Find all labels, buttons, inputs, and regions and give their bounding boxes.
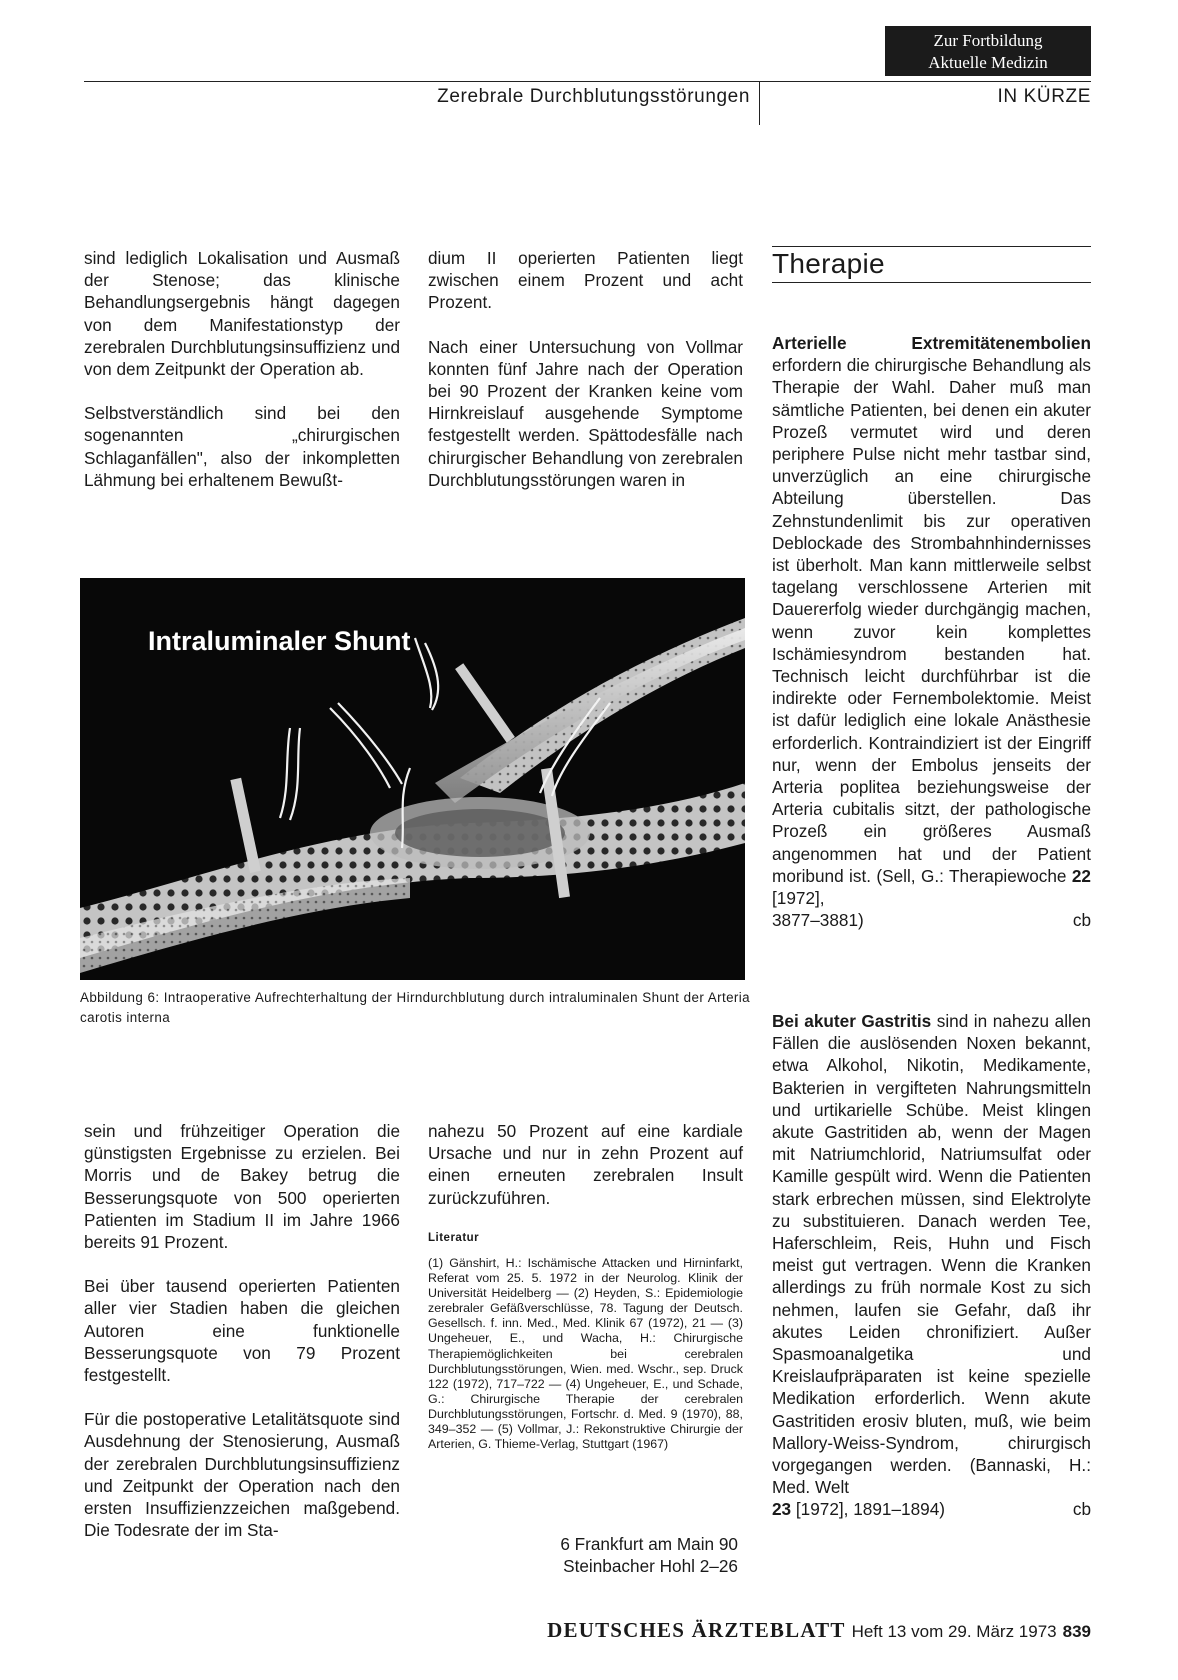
- therapie-item-embolien: [772, 332, 1091, 931]
- column-a-bottom: [84, 1120, 400, 1563]
- paragraph: nahezu 50 Prozent auf eine kardiale Ursache und nur in zehn Prozent auf einen erneuten zerebralen Insult zurückzuführen.: [428, 1121, 743, 1208]
- ref-volume: 23: [772, 1499, 792, 1520]
- address-line-1: 6 Frankfurt am Main 90: [560, 1534, 738, 1554]
- item-lead: Arterielle Extremitätenembolien: [772, 333, 1091, 353]
- column-b-top: [428, 247, 743, 513]
- running-title: Zerebrale Durchblutungsstörungen: [437, 86, 750, 107]
- therapie-rule-top: [772, 246, 1091, 247]
- therapie-item-gastritis: [772, 1010, 1091, 1521]
- therapie-heading: Therapie: [772, 248, 885, 279]
- badge-line-1: Zur Fortbildung: [933, 31, 1043, 50]
- paragraph: Bei über tausend operierten Patienten aller vier Stadien haben die gleichen Autoren eine funktionelle Besserungsquote von 79 Prozent festgestellt.: [84, 1276, 400, 1386]
- therapie-rule-bottom: [772, 282, 1091, 283]
- paragraph: Für die postoperative Letalitätsquote sind Ausdehnung der Stenosierung, Ausmaß der zerebralen Durchblutungsinsuffizienz und Zeitpunkt der Operation nach den ersten Insuffizienzzeichen maßgebend. Die Todesrate der im Sta-: [84, 1409, 400, 1541]
- author-initials: cb: [1072, 1499, 1091, 1520]
- figure-caption: Abbildung 6: Intraoperative Aufrechterhaltung der Hirndurchblutung durch intraluminalen Shunt der Arteria carotis interna: [80, 990, 750, 1025]
- figure-label: Intraluminaler Shunt: [148, 626, 411, 656]
- shunt-illustration: [80, 578, 745, 980]
- paragraph: dium II operierten Patienten liegt zwischen einem Prozent und acht Prozent.: [428, 248, 743, 313]
- author-initials: cb: [1072, 910, 1091, 931]
- ref-rest: [1972], 1891–1894): [791, 1499, 945, 1520]
- header-column-divider: [759, 81, 760, 125]
- section-badge: [885, 26, 1091, 76]
- in-kuerze-heading: IN KÜRZE: [997, 86, 1091, 107]
- item-text: sind in nahezu allen Fällen die auslösenden Noxen bekannt, etwa Alkohol, Nikotin, Medikamente, Bakterien in vergifteten Nahrungsmitteln und urtikarielle Schübe. Meist klingen akute Gastritiden ab, wenn der Magen mit Natriumchlorid, Natriumsulfat oder Kamille gespült wird. Wenn die Patienten stark erbrechen müssen, sind Elektrolyte zu substituieren. Danach werden Tee, Haferschleim, Reis, Huhn und Fisch meist gut vertragen. Wenn die Kranken allerdings zu früh normale Kost zu sich nehmen, laufen sie Gefahr, daß ihr akutes Leiden chronifiziert. Außer Spasmoanalgetika und Kreislaufpräparaten ist keine spezielle Medikation erforderlich. Wenn akute Gastritiden erosiv bluten, muß, wie beim Mallory-Weiss-Syndrom, chirurgisch vorgegangen werden. (Bannaski, H.: Med. Welt: [772, 1011, 1091, 1498]
- literature-references: (1) Gänshirt, H.: Ischämische Attacken und Hirninfarkt, Referat vom 25. 5. 1972 in der Neurolog. Klinik der Universität Heidelberg — (2) Heyden, S.: Epidemiologie zerebraler Gefäßverschlüsse, 78. Tagung der Deutsch. Gesellsch. f. inn. Med., Med. Klinik 67 (1972), 21 — (3) Ungeheuer, E., und Wacha, H.: Chirurgische Therapiemöglichkeiten bei cerebralen Durchblutungsstörungen, Wien. med. Wschr., sep. Druck 122 (1972), 717–722 — (4) Ungeheuer, E., und Schade, G.: Chirurgische Therapie der cerebralen Durchblutungsstörungen, Fortschr. d. Med. 9 (1970), 88, 349–352 — (5) Vollmar, J.: Rekonstruktive Chirurgie der Arterien, G. Thieme-Verlag, Stuttgart (1967): [428, 1256, 743, 1452]
- item-lead: Bei akuter Gastritis: [772, 1011, 932, 1031]
- ref-pages: 3877–3881): [772, 910, 864, 931]
- issue-info: Heft 13 vom 29. März 1973: [851, 1622, 1057, 1641]
- page-footer: [440, 1618, 1091, 1643]
- address-line-2: Steinbacher Hohl 2–26: [563, 1556, 738, 1576]
- column-a-top: [84, 247, 400, 513]
- ref-rest: [1972],: [772, 888, 825, 909]
- badge-line-2: Aktuelle Medizin: [928, 53, 1048, 72]
- column-b-bottom: [428, 1120, 743, 1231]
- paragraph: sind lediglich Lokalisation und Ausmaß der Stenose; das klinische Behandlungsergebnis hängt dagegen von dem Manifestationstyp der zerebralen Durchblutungsinsuffizienz und von dem Zeitpunkt der Operation ab.: [84, 248, 400, 380]
- paragraph: Nach einer Untersuchung von Vollmar konnten fünf Jahre nach der Operation bei 90 Prozent der Kranken keine vom Hirnkreislauf ausgehende Symptome festgestellt werden. Spättodesfälle nach chirurgischer Behandlung von zerebralen Durchblutungsstörungen waren in: [428, 336, 743, 490]
- item-text: erfordern die chirurgische Behandlung als Therapie der Wahl. Daher muß man sämtliche Patienten, bei denen ein akuter Prozeß vermutet wird und deren periphere Pulse nicht mehr tastbar sind, unverzüglich an eine chirurgische Abteilung überstellen. Das Zehnstundenlimit bis zur operativen Deblockade des Strombahnhindernisses ist überholt. Man kann mittlerweile selbst tagelang verschlossene Arterien mit Dauererfolg wieder durchgängig machen, wenn zuvor kein komplettes Ischämiesyndrom bestanden hat. Technisch leicht durchführbar ist die indirekte oder Fernembolektomie. Meist ist dafür lediglich eine lokale Anästhesie erforderlich. Kontraindiziert ist der Eingriff nur, wenn der Embolus jenseits der Arteria poplitea beziehungsweise der Arteria cubitalis sitzt, der pathologische Prozeß ein größeres Ausmaß angenommen hat und der Patient moribund ist. (Sell, G.: Therapiewoche: [772, 355, 1091, 886]
- header-rule: [84, 81, 1091, 82]
- page-number: 839: [1062, 1622, 1091, 1641]
- paragraph: sein und frühzeitiger Operation die günstigsten Ergebnisse zu erzielen. Bei Morris und de Bakey betrug die Besserungsquote von 500 operierten Patienten im Stadium II im Jahre 1966 bereits 91 Prozent.: [84, 1121, 400, 1253]
- paragraph: Selbstverständlich sind bei den sogenannten „chirurgischen Schlaganfällen", also der inkompletten Lähmung bei erhaltenem Bewußt-: [84, 403, 400, 490]
- figure-photo: [80, 578, 745, 980]
- journal-name: DEUTSCHES ÄRZTEBLATT: [547, 1618, 846, 1642]
- literature-heading: Literatur: [428, 1232, 480, 1244]
- ref-volume: 22: [1071, 865, 1091, 886]
